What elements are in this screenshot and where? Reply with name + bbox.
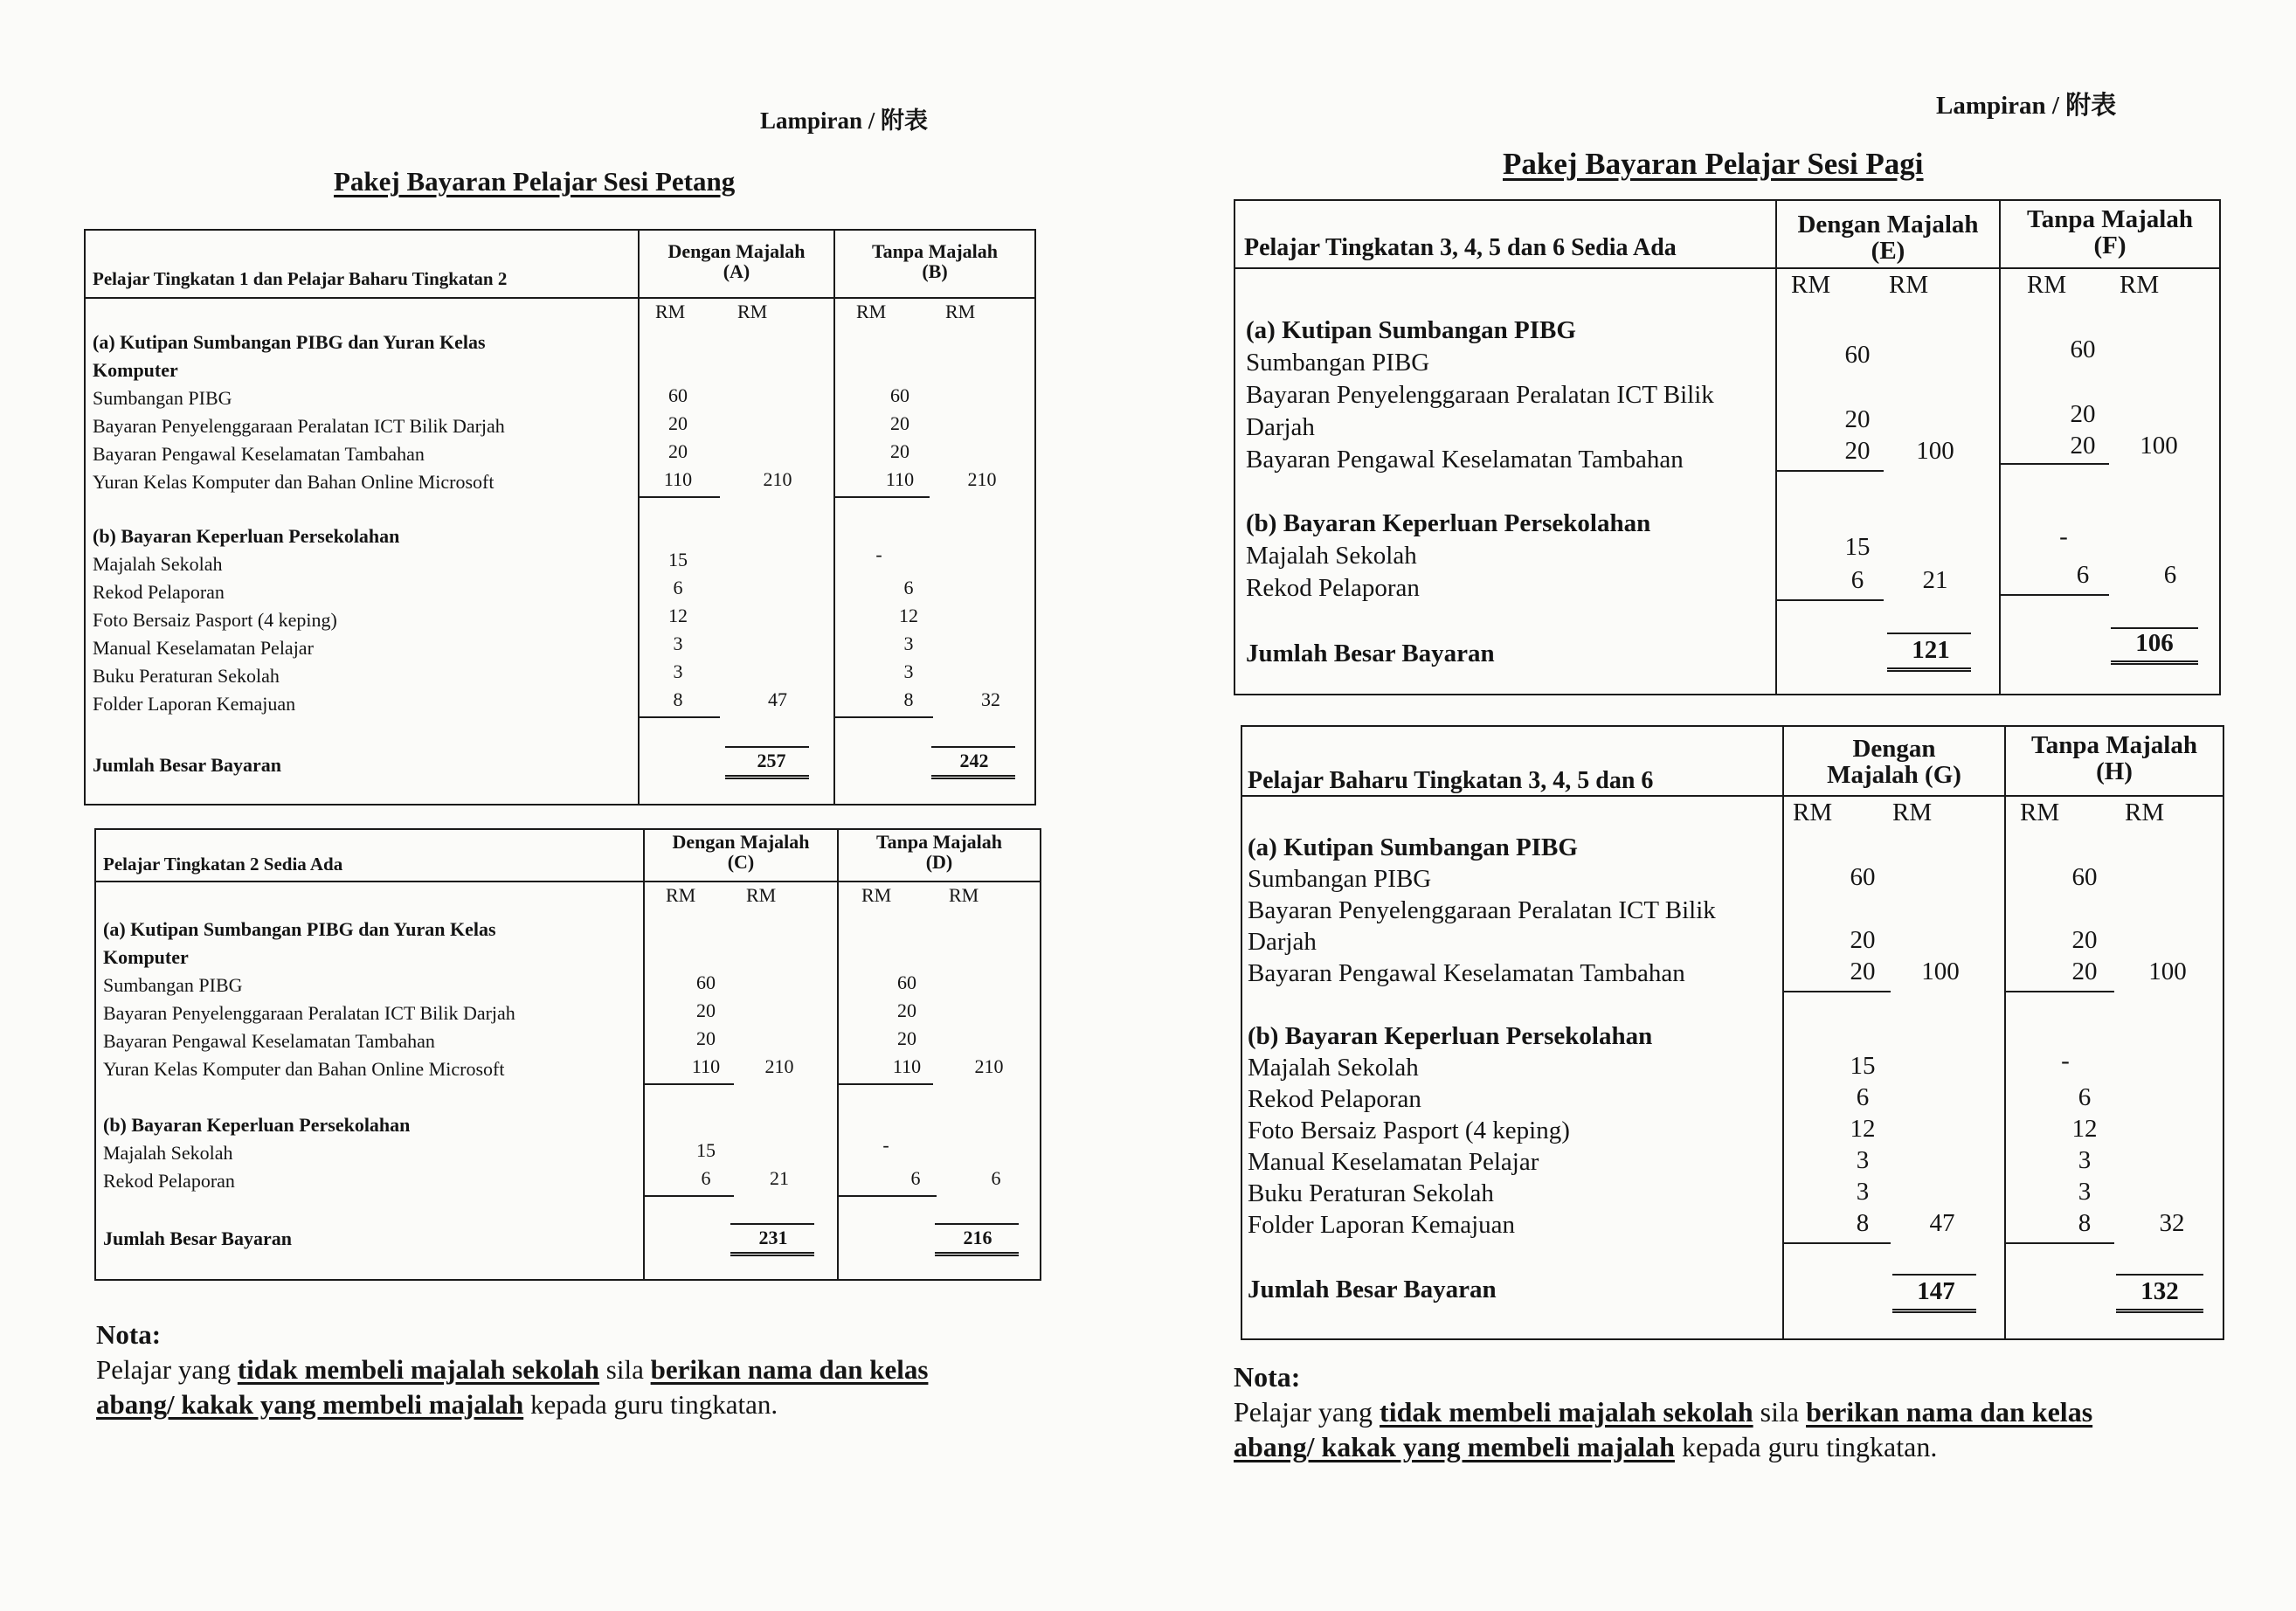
amount: 3 — [2078, 1146, 2092, 1174]
row-label: Bayaran Penyelenggaraan Peralatan ICT Bilik Darjah — [93, 415, 505, 437]
row-label: Rekod Pelaporan — [93, 581, 225, 603]
table-group-label: Pelajar Baharu Tingkatan 3, 4, 5 dan 6 — [1241, 726, 1783, 796]
row-label: Yuran Kelas Komputer dan Bahan Online Microsoft — [93, 471, 494, 493]
amount: - — [2061, 1047, 2070, 1075]
page-title: Pakej Bayaran Pelajar Sesi Petang — [334, 166, 736, 197]
subtotal-rule — [835, 496, 930, 498]
rm-header: RM — [945, 301, 976, 322]
row-label: Bayaran Pengawal Keselamatan Tambahan — [1248, 959, 1685, 987]
description-cell — [1234, 268, 1776, 695]
amount-cell-a — [639, 298, 834, 805]
total-top-rule — [1887, 633, 1971, 634]
total-top-rule — [931, 746, 1015, 748]
subtotal-rule — [2001, 594, 2109, 596]
subtotal-rule — [2006, 991, 2114, 992]
amount: 20 — [668, 412, 688, 434]
amount: 20 — [1844, 405, 1871, 433]
subtotal: 6 — [2163, 561, 2177, 589]
amount: 6 — [1856, 1083, 1870, 1111]
amount-cell-g — [1783, 796, 2005, 1339]
amount-cell-b — [834, 298, 1035, 805]
amount-cell-c — [644, 882, 838, 1280]
rm-header: RM — [2120, 271, 2160, 299]
section-a-heading: (a) Kutipan Sumbangan PIBG — [1246, 316, 1576, 344]
total-top-rule — [935, 1223, 1019, 1225]
rm-header: RM — [861, 884, 892, 906]
total-top-rule — [2116, 1274, 2203, 1276]
subtotal: 47 — [768, 688, 787, 710]
amount: 60 — [696, 971, 716, 993]
subtotal: 100 — [2148, 958, 2187, 985]
amount: 110 — [691, 1055, 721, 1077]
section-a-heading: (a) Kutipan Sumbangan PIBG dan Yuran Kelas Komputer — [103, 918, 496, 968]
page-title: Pakej Bayaran Pelajar Sesi Pagi — [1503, 147, 1924, 181]
amount: 20 — [890, 440, 909, 462]
table-group-label: Pelajar Tingkatan 2 Sedia Ada — [95, 829, 644, 882]
total-double-rule — [931, 775, 1015, 779]
amount: 110 — [663, 468, 693, 490]
amount: 3 — [673, 660, 683, 682]
subtotal-rule — [640, 716, 720, 718]
column-header-e: Dengan Majalah (E) — [1776, 200, 2000, 268]
amount: 8 — [2078, 1209, 2092, 1237]
amount: 60 — [1850, 863, 1876, 891]
grand-total: 216 — [963, 1227, 992, 1248]
note-title: Nota: — [96, 1319, 162, 1350]
description-cell — [1241, 796, 1783, 1339]
amount: 20 — [2071, 958, 2098, 985]
amount: 60 — [1844, 341, 1871, 369]
row-label: Foto Bersaiz Pasport (4 keping) — [1248, 1117, 1570, 1144]
row-label: Bayaran Pengawal Keselamatan Tambahan — [1246, 446, 1684, 474]
amount: 20 — [696, 999, 716, 1021]
amount: 8 — [673, 688, 683, 710]
rm-header: RM — [737, 301, 768, 322]
subtotal-rule — [835, 716, 933, 718]
row-label: Folder Laporan Kemajuan — [93, 693, 296, 715]
amount-cell-d — [838, 882, 1041, 1280]
grand-total: 257 — [757, 750, 786, 771]
subtotal-rule — [839, 1195, 937, 1197]
total-double-rule — [935, 1252, 1019, 1256]
row-label: Bayaran Penyelenggaraan Peralatan ICT Bilik — [1246, 381, 1714, 409]
amount: 110 — [885, 468, 915, 490]
row-label: Bayaran Penyelenggaraan Peralatan ICT Bilik — [1248, 896, 1716, 924]
subtotal: 210 — [974, 1055, 1004, 1077]
grand-total: 242 — [959, 750, 989, 771]
amount: - — [875, 543, 882, 565]
note — [1234, 1359, 2230, 1464]
amount: 12 — [2071, 1115, 2098, 1143]
grand-total-label: Jumlah Besar Bayaran — [1248, 1276, 1497, 1303]
subtotal-rule — [645, 1195, 734, 1197]
total-double-rule — [730, 1252, 814, 1256]
fee-table-ef — [1234, 199, 2221, 695]
row-label: Foto Bersaiz Pasport (4 keping) — [93, 609, 337, 631]
subtotal: 21 — [1922, 566, 1948, 594]
amount: 20 — [1850, 958, 1876, 985]
amount: 3 — [903, 660, 914, 682]
subtotal-rule — [1784, 1242, 1891, 1244]
column-header-a: Dengan Majalah (A) — [639, 230, 834, 298]
amount: 15 — [668, 549, 688, 570]
note-title: Nota: — [1234, 1361, 1301, 1393]
rm-header: RM — [856, 301, 887, 322]
grand-total: 132 — [2140, 1277, 2179, 1305]
note-body: Pelajar yang tidak membeli majalah sekolah sila berikan nama dan kelas abang/ kakak yang membeli majalah kepada guru tingkatan. — [96, 1354, 929, 1420]
total-top-rule — [730, 1223, 814, 1225]
amount: 6 — [673, 577, 683, 598]
note-body: Pelajar yang tidak membeli majalah sekolah sila berikan nama dan kelas abang/ kakak yang membeli majalah kepada guru tingkatan. — [1234, 1396, 2093, 1462]
rm-header: RM — [1793, 799, 1833, 826]
amount: 3 — [903, 633, 914, 654]
description-cell — [95, 882, 644, 1280]
rm-header: RM — [655, 301, 686, 322]
rm-header: RM — [2027, 271, 2067, 299]
row-label: Rekod Pelaporan — [1246, 574, 1420, 602]
total-double-rule — [2116, 1309, 2203, 1313]
amount: 12 — [668, 605, 688, 626]
subtotal-rule — [645, 1083, 734, 1085]
amount-cell-f — [2000, 268, 2220, 695]
total-double-rule — [725, 775, 809, 779]
row-label: Buku Peraturan Sekolah — [1248, 1179, 1494, 1207]
row-label: Bayaran Pengawal Keselamatan Tambahan — [103, 1030, 435, 1052]
amount: 3 — [1856, 1146, 1870, 1174]
subtotal: 47 — [1929, 1209, 1955, 1237]
rm-header: RM — [2020, 799, 2060, 826]
total-top-rule — [1892, 1274, 1976, 1276]
amount: 15 — [1850, 1052, 1876, 1080]
rm-header: RM — [746, 884, 777, 906]
rm-header: RM — [1791, 271, 1831, 299]
amount: 3 — [673, 633, 683, 654]
table-group-label: Pelajar Tingkatan 3, 4, 5 dan 6 Sedia Ada — [1234, 200, 1776, 268]
amount: 15 — [696, 1139, 716, 1161]
amount: 12 — [1850, 1115, 1876, 1143]
amount: 6 — [1850, 566, 1864, 594]
table-group-label: Pelajar Tingkatan 1 dan Pelajar Baharu Tingkatan 2 — [85, 230, 639, 298]
amount: 12 — [899, 605, 918, 626]
column-header-b: Tanpa Majalah (B) — [834, 230, 1035, 298]
lampiran-label: Lampiran / 附表 — [1936, 92, 2117, 120]
row-label: Sumbangan PIBG — [103, 974, 243, 996]
amount: 20 — [668, 440, 688, 462]
grand-total-label: Jumlah Besar Bayaran — [93, 754, 281, 776]
section-b-heading: (b) Bayaran Keperluan Persekolahan — [103, 1114, 411, 1136]
section-b-heading: (b) Bayaran Keperluan Persekolahan — [1248, 1022, 1653, 1050]
row-label: Darjah — [1248, 928, 1317, 956]
left-page — [0, 0, 1136, 1611]
amount: 60 — [2070, 335, 2096, 363]
fee-table-ab — [84, 229, 1036, 806]
amount: 60 — [890, 384, 909, 406]
fee-table-gh — [1241, 725, 2224, 1340]
subtotal-rule — [640, 496, 720, 498]
amount: 20 — [696, 1027, 716, 1049]
amount: 20 — [897, 1027, 916, 1049]
subtotal: 32 — [2159, 1209, 2185, 1237]
lampiran-label: Lampiran / 附表 — [760, 107, 929, 134]
row-label: Folder Laporan Kemajuan — [1248, 1211, 1516, 1239]
amount: 6 — [701, 1167, 711, 1189]
subtotal-rule — [2006, 1242, 2114, 1244]
total-double-rule — [1887, 667, 1971, 672]
column-header-f: Tanpa Majalah (F) — [2000, 200, 2220, 268]
row-label: Bayaran Penyelenggaraan Peralatan ICT Bilik Darjah — [103, 1002, 515, 1024]
row-label: Majalah Sekolah — [1246, 542, 1417, 570]
subtotal: 210 — [763, 468, 792, 490]
column-header-h: Tanpa Majalah (H) — [2005, 726, 2223, 796]
amount: 60 — [897, 971, 916, 993]
rm-header: RM — [949, 884, 979, 906]
subtotal: 100 — [1921, 958, 1960, 985]
amount: 6 — [2078, 1083, 2092, 1111]
rm-header: RM — [1892, 799, 1933, 826]
amount: 60 — [2071, 863, 2098, 891]
amount: 20 — [1844, 437, 1871, 465]
subtotal-rule — [2001, 463, 2109, 465]
row-label: Majalah Sekolah — [1248, 1054, 1419, 1082]
amount: 6 — [2076, 561, 2090, 589]
subtotal: 100 — [1916, 437, 1954, 465]
amount: 20 — [1850, 926, 1876, 954]
row-label: Rekod Pelaporan — [1248, 1085, 1421, 1113]
amount: - — [2059, 522, 2068, 550]
amount: 20 — [890, 412, 909, 434]
amount: 8 — [1856, 1209, 1870, 1237]
grand-total: 106 — [2135, 629, 2174, 657]
column-header-c: Dengan Majalah (C) — [644, 829, 838, 882]
row-label: Darjah — [1246, 413, 1315, 441]
row-label: Sumbangan PIBG — [1246, 349, 1430, 377]
section-b-heading: (b) Bayaran Keperluan Persekolahan — [1246, 509, 1651, 537]
row-label: Rekod Pelaporan — [103, 1170, 235, 1192]
row-label: Majalah Sekolah — [103, 1142, 233, 1164]
subtotal-rule — [1784, 991, 1891, 992]
row-label: Manual Keselamatan Pelajar — [93, 637, 314, 659]
rm-header: RM — [2125, 799, 2165, 826]
amount: 6 — [910, 1167, 921, 1189]
description-cell — [85, 298, 639, 805]
section-b-heading: (b) Bayaran Keperluan Persekolahan — [93, 525, 400, 547]
grand-total: 231 — [758, 1227, 788, 1248]
section-a-heading: (a) Kutipan Sumbangan PIBG dan Yuran Kelas Komputer — [93, 331, 486, 381]
rm-header: RM — [666, 884, 696, 906]
rm-header: RM — [1889, 271, 1929, 299]
row-label: Yuran Kelas Komputer dan Bahan Online Microsoft — [103, 1058, 505, 1080]
amount: 15 — [1844, 533, 1871, 561]
amount: 6 — [903, 577, 914, 598]
amount: 20 — [2070, 400, 2096, 428]
amount: - — [882, 1134, 889, 1156]
grand-total-label: Jumlah Besar Bayaran — [103, 1227, 292, 1249]
subtotal: 6 — [991, 1167, 1001, 1189]
subtotal-rule — [1777, 470, 1884, 472]
amount-cell-e — [1776, 268, 2000, 695]
row-label: Buku Peraturan Sekolah — [93, 665, 280, 687]
amount: 20 — [897, 999, 916, 1021]
column-header-d: Tanpa Majalah (D) — [838, 829, 1041, 882]
row-label: Majalah Sekolah — [93, 553, 223, 575]
row-label: Manual Keselamatan Pelajar — [1248, 1148, 1539, 1176]
fee-table-cd — [94, 828, 1041, 1281]
subtotal-rule — [839, 1083, 933, 1085]
subtotal: 210 — [967, 468, 997, 490]
column-header-g: Dengan Majalah (G) — [1783, 726, 2005, 796]
amount: 8 — [903, 688, 914, 710]
total-double-rule — [2111, 660, 2198, 665]
amount: 60 — [668, 384, 688, 406]
amount: 110 — [892, 1055, 922, 1077]
amount: 20 — [2070, 432, 2096, 460]
amount: 3 — [1856, 1178, 1870, 1206]
right-page — [1162, 0, 2296, 1611]
grand-total: 147 — [1917, 1277, 1955, 1305]
section-a-heading: (a) Kutipan Sumbangan PIBG — [1248, 833, 1578, 861]
amount: 3 — [2078, 1178, 2092, 1206]
grand-total-label: Jumlah Besar Bayaran — [1246, 640, 1495, 667]
total-top-rule — [725, 746, 809, 748]
subtotal: 210 — [764, 1055, 794, 1077]
subtotal-rule — [1777, 599, 1884, 601]
subtotal: 21 — [770, 1167, 789, 1189]
amount-cell-h — [2005, 796, 2223, 1339]
row-label: Sumbangan PIBG — [1248, 865, 1432, 893]
subtotal: 32 — [981, 688, 1000, 710]
row-label: Sumbangan PIBG — [93, 387, 232, 409]
subtotal: 100 — [2140, 432, 2178, 460]
row-label: Bayaran Pengawal Keselamatan Tambahan — [93, 443, 425, 465]
total-double-rule — [1892, 1309, 1976, 1313]
grand-total: 121 — [1912, 636, 1950, 664]
amount: 20 — [2071, 926, 2098, 954]
note — [96, 1317, 1075, 1422]
